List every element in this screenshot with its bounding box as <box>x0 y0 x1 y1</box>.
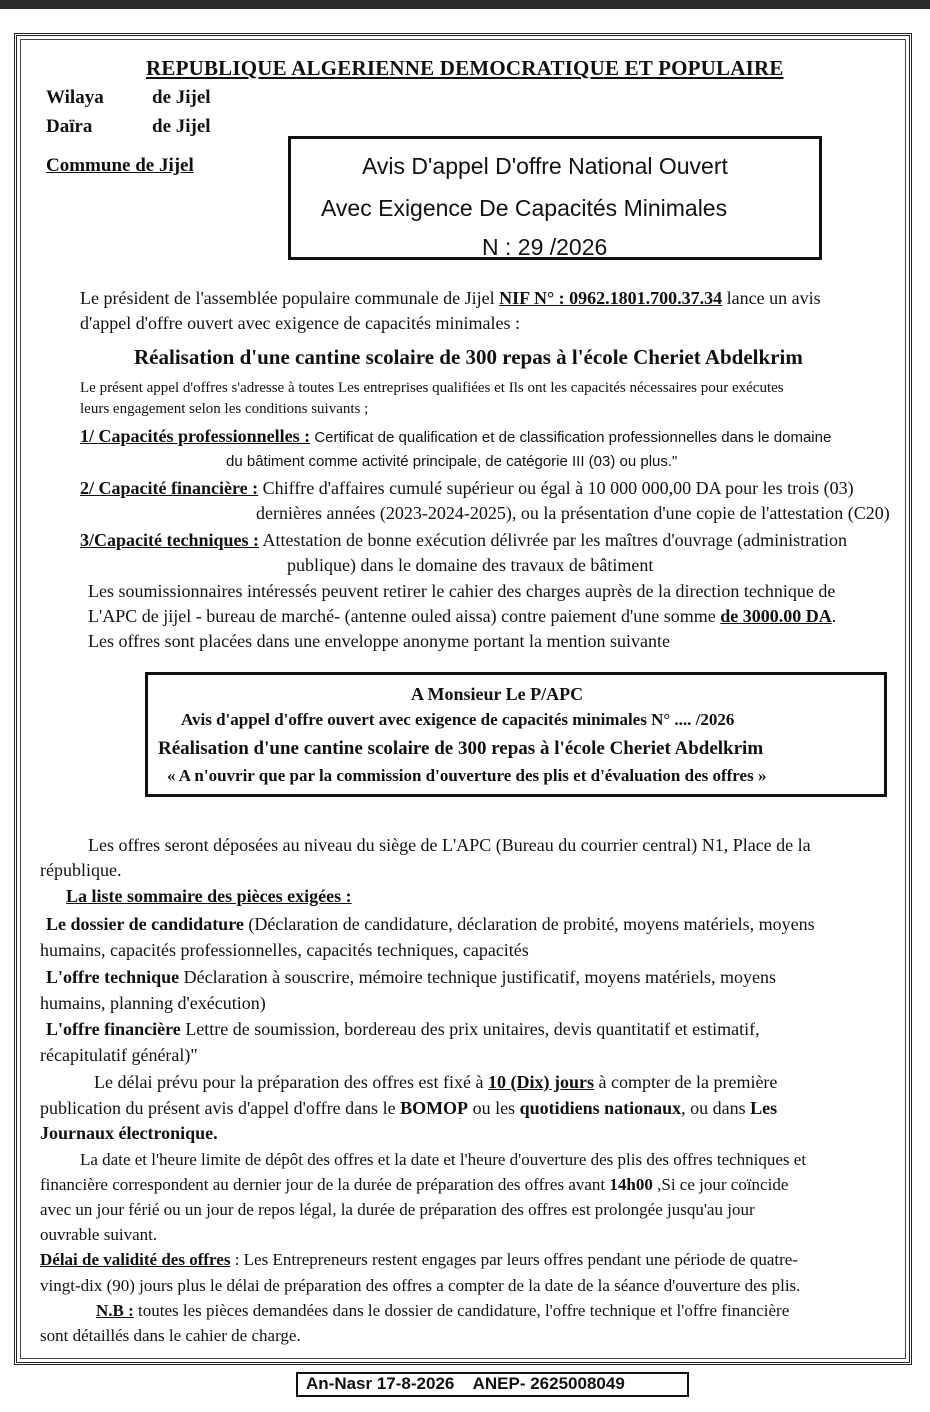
condition-professional-text: Certificat de qualification et de classification professionnelles dans le domaine <box>310 429 832 446</box>
bomop-label: BOMOP <box>400 1098 469 1118</box>
envelope-line-4: « A n'ouvrir que par la commission d'ouverture des plis et d'évaluation des offres » <box>167 766 767 785</box>
validity-label: Délai de validité des offres <box>40 1250 231 1269</box>
intro-text-a: Le président de l'assemblée populaire communale de Jijel <box>80 288 500 308</box>
validity-text: : Les Entrepreneurs restent engages par leurs offres pendant une période de quatre- <box>230 1250 798 1269</box>
document-candidature-line-2: humains, capacités professionnelles, capacités techniques, capacités <box>40 940 529 960</box>
wilaya-label: Wilaya <box>46 87 104 108</box>
deadline-text-a: financière correspondent au dernier jour de la durée de préparation des offres avant <box>40 1175 610 1194</box>
fee-amount: de 3000.00 DA <box>720 606 832 626</box>
condition-technical <box>80 530 847 551</box>
document-financial-label: L'offre financière <box>46 1019 181 1039</box>
publication-reference: An-Nasr 17-8-2026 ANEP- 2625008049 <box>306 1374 625 1393</box>
document-technical-text: Déclaration à souscrire, mémoire technique justificatif, moyens matériels, moyens <box>179 967 776 987</box>
wilaya-value: de Jijel <box>152 87 211 108</box>
envelope-line-3: Réalisation d'une cantine scolaire de 300 repas à l'école Cheriet Abdelkrim <box>158 738 764 759</box>
deadline-line-2 <box>40 1175 788 1195</box>
delay-text-c: publication du présent avis d'appel d'offre dans le <box>40 1098 401 1118</box>
national-dailies-label: quotidiens nationaux <box>519 1098 682 1118</box>
project-title: Réalisation d'une cantine scolaire de 300 repas à l'école Cheriet Abdelkrim <box>134 345 803 369</box>
deadline-text-b: ,Si ce jour coïncide <box>652 1175 789 1194</box>
scope-line-2: leurs engagement selon les conditions suivants ; <box>80 401 369 417</box>
nb-text: toutes les pièces demandées dans le dossier de candidature, l'offre technique et l'offre financière <box>133 1301 790 1320</box>
document-technical-label: L'offre technique <box>46 967 180 987</box>
retrieval-line-3: Les offres sont placées dans une enveloppe anonyme portant la mention suivante <box>88 631 670 651</box>
deposit-line-2: république. <box>40 860 122 880</box>
document-financial-text: Lettre de soumission, bordereau des prix unitaires, devis quantitatif et estimatif, <box>180 1019 760 1039</box>
delay-text-d: ou les <box>468 1098 520 1118</box>
daira-label: Daïra <box>46 116 93 137</box>
deadline-line-1: La date et l'heure limite de dépôt des offres et la date et l'heure d'ouverture des plis des offres techniques et <box>80 1150 807 1169</box>
condition-financial <box>80 478 854 499</box>
document-financial <box>46 1019 760 1040</box>
envelope-line-1: A Monsieur Le P/APC <box>411 684 584 704</box>
delay-line-3: Journaux électronique. <box>40 1123 218 1143</box>
intro-text-b: lance un avis <box>722 288 821 308</box>
documents-heading: La liste sommaire des pièces exigées : <box>66 886 352 906</box>
document-candidature-text: (Déclaration de candidature, déclaration de probité, moyens matériels, moyens <box>243 914 815 934</box>
deposit-line-1: Les offres seront déposées au niveau du siège de L'APC (Bureau du courrier central) N1, Place de la <box>88 835 811 855</box>
delay-text-a: Le délai prévu pour la préparation des offres est fixé à <box>94 1072 489 1092</box>
document-technical <box>46 967 776 988</box>
condition-professional-label: 1/ Capacités professionnelles : <box>80 426 311 446</box>
scan-top-band <box>0 0 930 9</box>
daira-value: de Jijel <box>152 116 211 137</box>
condition-professional <box>80 426 831 447</box>
nb-line-1 <box>96 1301 789 1321</box>
condition-technical-label: 3/Capacité techniques : <box>80 530 259 550</box>
notice-title-line-2: Avec Exigence De Capacités Minimales <box>321 195 728 221</box>
retrieval-period: . <box>831 606 837 626</box>
les-label: Les <box>750 1098 778 1118</box>
notice-number: N : 29 /2026 <box>482 234 608 260</box>
nb-label: N.B : <box>96 1301 134 1320</box>
scope-line-1: Le présent appel d'offres s'adresse à toutes Les entreprises qualifiées et Ils ont les capacités nécessaires pour exécutes <box>80 380 784 396</box>
deadline-line-3: avec un jour férié ou un jour de repos légal, la durée de préparation des offres est prolongée jusqu'au jour <box>40 1200 755 1219</box>
commune-label: Commune de Jijel <box>46 155 194 176</box>
intro-line-1 <box>80 288 821 309</box>
delay-text-b: à compter de la première <box>594 1072 778 1092</box>
republic-heading: REPUBLIQUE ALGERIENNE DEMOCRATIQUE ET POPULAIRE <box>146 56 784 80</box>
condition-financial-text: Chiffre d'affaires cumulé supérieur ou égal à 10 000 000,00 DA pour les trois (03) <box>258 478 854 498</box>
condition-professional-line-2: du bâtiment comme activité principale, de catégorie III (03) ou plus." <box>226 453 678 470</box>
nif-number: NIF N° : 0962.1801.700.37.34 <box>499 288 723 308</box>
deadline-hour: 14h00 <box>609 1175 653 1194</box>
document-technical-line-2: humains, planning d'exécution) <box>40 993 266 1013</box>
delay-line-1 <box>94 1072 777 1093</box>
document-candidature-label: Le dossier de candidature <box>46 914 244 934</box>
retrieval-line-2 <box>88 606 836 627</box>
nb-line-2: sont détaillés dans le cahier de charge. <box>40 1326 301 1345</box>
retrieval-text: L'APC de jijel - bureau de marché- (antenne ouled aissa) contre paiement d'une somme <box>88 606 721 626</box>
validity-line-2: vingt-dix (90) jours plus le délai de préparation des offres a compter de la date de la séance d'ouverture des plis. <box>40 1276 801 1295</box>
validity-line-1 <box>40 1250 798 1270</box>
condition-technical-line-2: publique) dans le domaine des travaux de bâtiment <box>287 555 654 575</box>
document-candidature <box>46 914 815 935</box>
retrieval-line-1: Les soumissionnaires intéressés peuvent retirer le cahier des charges auprès de la direction technique de <box>88 581 836 601</box>
notice-title-line-1: Avis D'appel D'offre National Ouvert <box>362 153 728 179</box>
condition-financial-label: 2/ Capacité financière : <box>80 478 259 498</box>
envelope-line-2: Avis d'appel d'offre ouvert avec exigence de capacités minimales N° .... /2026 <box>181 710 735 729</box>
intro-line-2: d'appel d'offre ouvert avec exigence de capacités minimales : <box>80 313 520 333</box>
condition-financial-line-2: dernières années (2023-2024-2025), ou la présentation d'une copie de l'attestation (C20) <box>256 503 890 523</box>
document-financial-line-2: récapitulatif général)" <box>40 1045 198 1065</box>
condition-technical-text: Attestation de bonne exécution délivrée par les maîtres d'ouvrage (administration <box>259 530 848 550</box>
delay-text-e: , ou dans <box>681 1098 751 1118</box>
preparation-duration: 10 (Dix) jours <box>488 1072 595 1092</box>
deadline-line-4: ouvrable suivant. <box>40 1225 158 1244</box>
delay-line-2 <box>40 1098 777 1119</box>
